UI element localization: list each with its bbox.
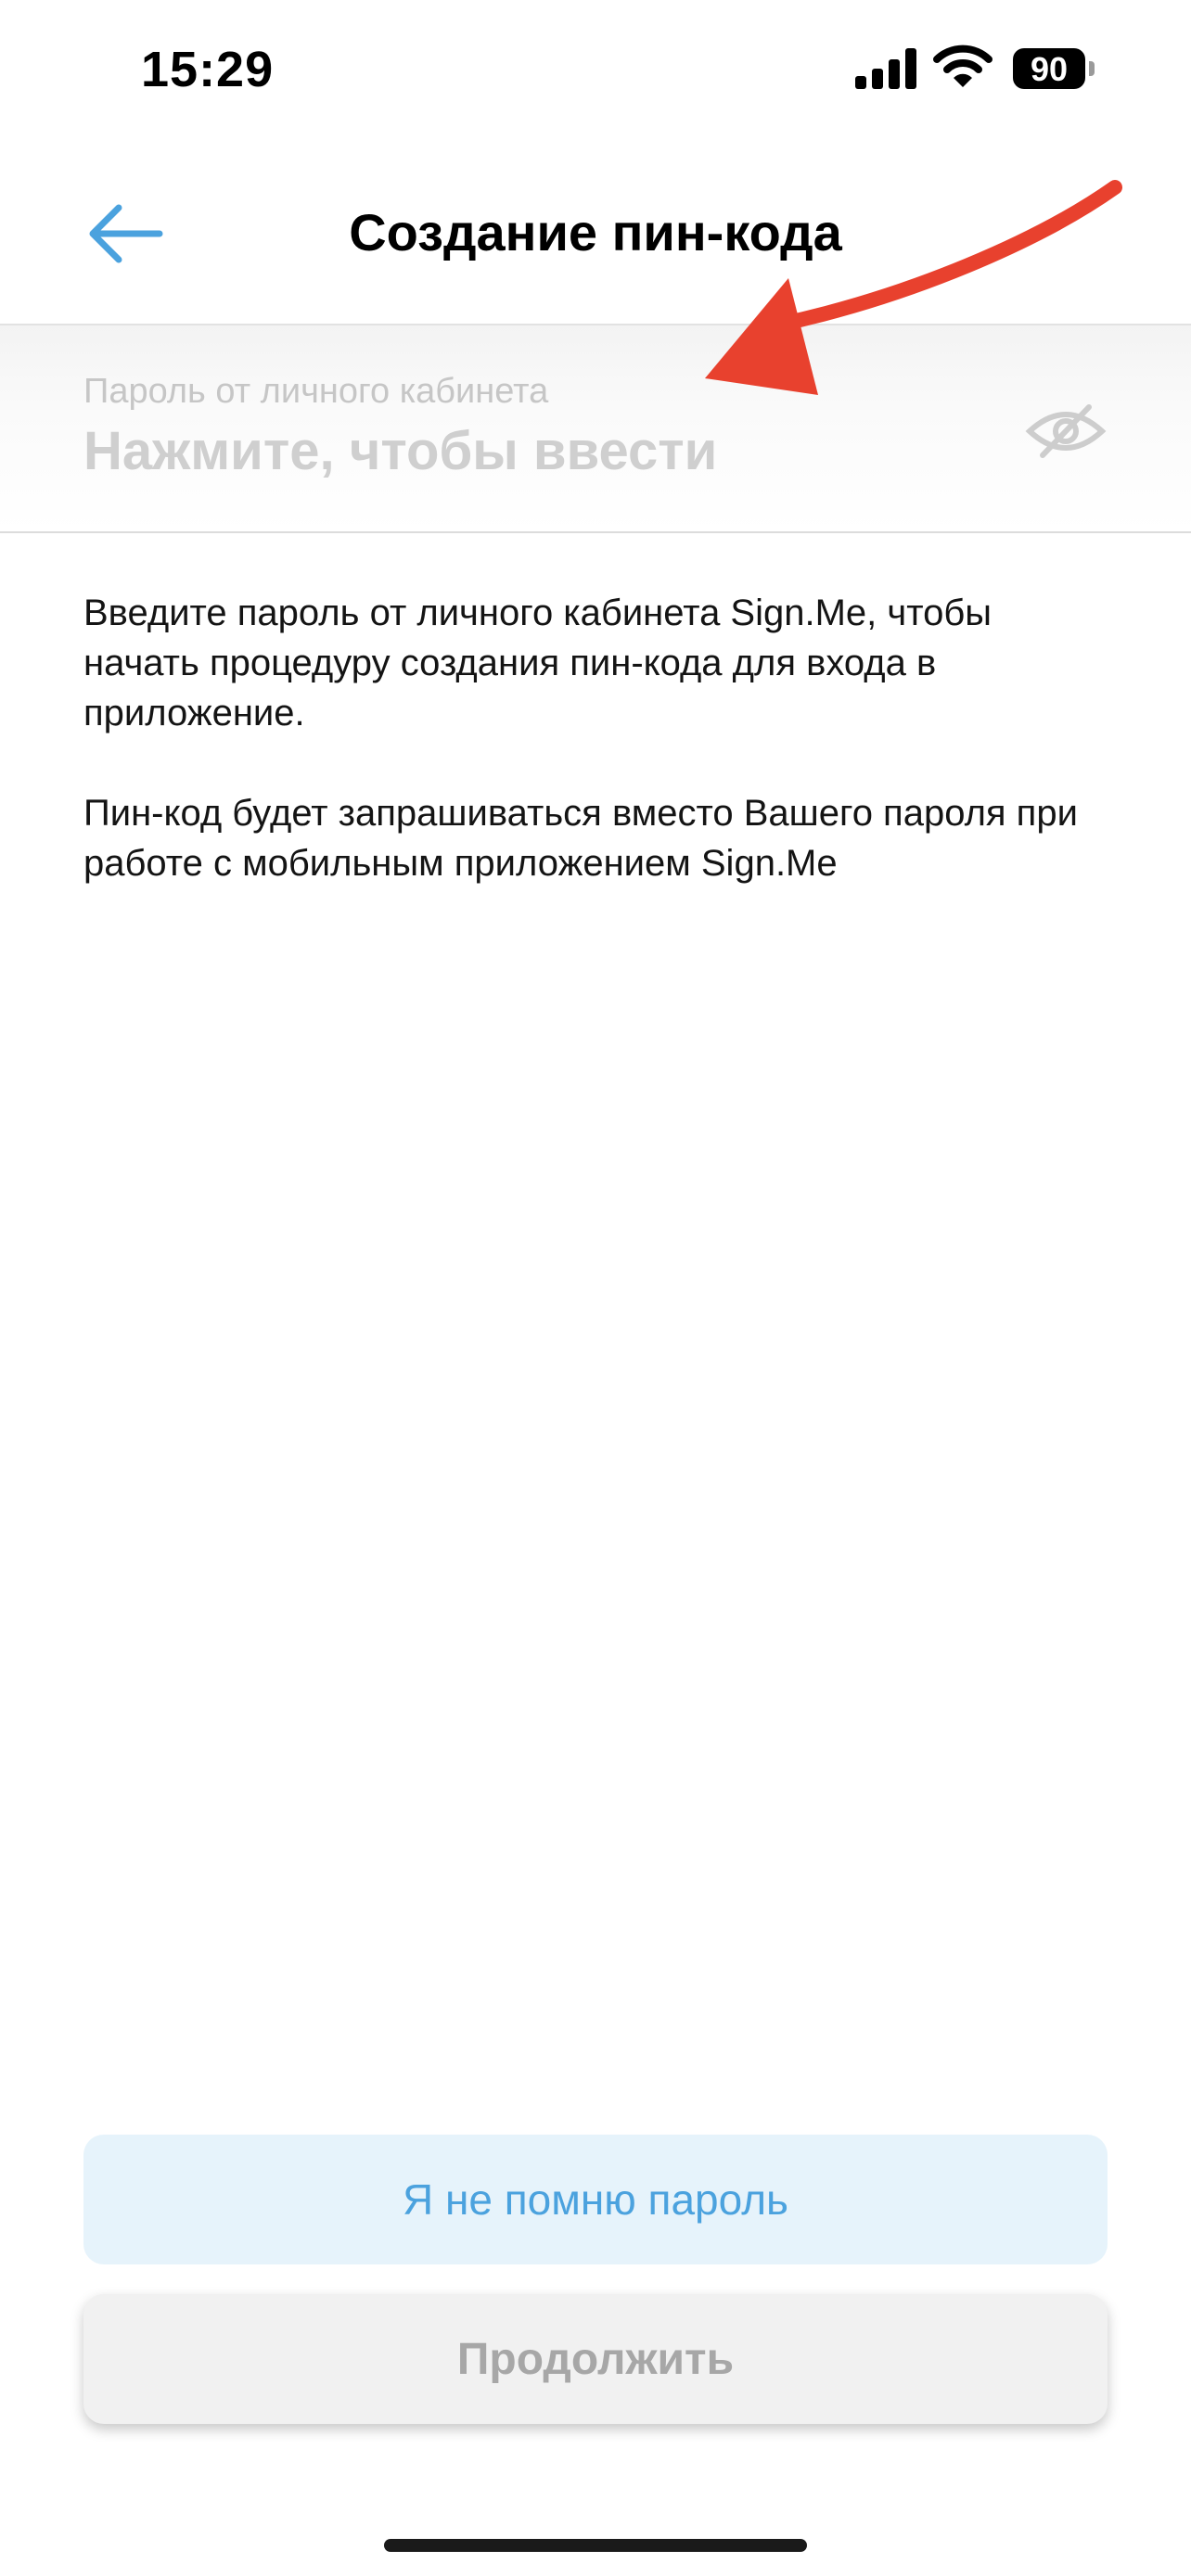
- description-paragraph: Пин-код будет запрашиваться вместо Вашего пароля при работе с мобильным приложением Sign.Me: [83, 793, 1078, 884]
- status-time: 15:29: [141, 42, 275, 97]
- home-indicator: [384, 2539, 807, 2552]
- battery-icon: [1013, 48, 1087, 91]
- status-bar: [0, 0, 1191, 139]
- page-title: Создание пин-кода: [349, 203, 842, 261]
- password-input[interactable]: [83, 420, 1011, 482]
- field-divider: [0, 531, 1191, 533]
- continue-button[interactable]: Продолжить: [83, 2294, 1108, 2424]
- password-field-label: Пароль от личного кабинета: [83, 372, 549, 411]
- battery-tip: [1089, 61, 1095, 76]
- forgot-password-button[interactable]: Я не помню пароль: [83, 2135, 1108, 2264]
- annotation-arrow-icon: [668, 176, 1132, 417]
- battery-level: 90: [1030, 50, 1069, 88]
- signal-icon: [855, 48, 918, 89]
- wifi-icon: [933, 45, 992, 89]
- description: [83, 588, 1113, 938]
- description-paragraph: Введите пароль от личного кабинета Sign.Me, чтобы начать процедуру создания пин-кода для входа в приложение.: [83, 593, 992, 733]
